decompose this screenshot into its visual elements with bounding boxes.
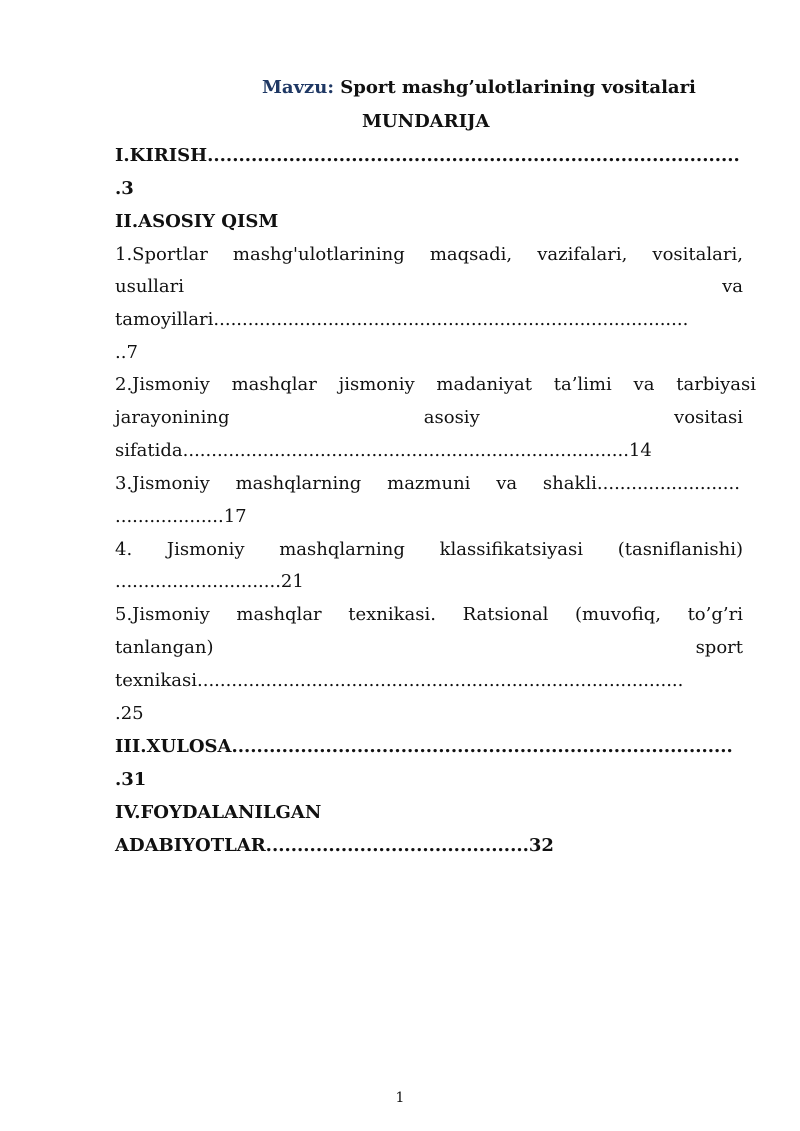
toc-page-kirish: .3 [115, 178, 134, 199]
toc-item-4-line-1 [115, 533, 743, 566]
toc-item-5-page: .25 [115, 703, 144, 724]
toc-word: asosiy [423, 407, 480, 428]
toc-word: Ratsional [462, 604, 549, 625]
toc-word: 2.Jismoniy [115, 374, 210, 395]
toc-word: mashg'ulotlarining [232, 244, 405, 265]
toc-word: Jismoniy [166, 539, 245, 560]
toc-entry-adabiyotlar: ADABIYOTLAR..........................................32 [115, 835, 554, 856]
toc-item-2-line-1 [115, 368, 756, 401]
toc-word: mashqlar [236, 604, 322, 625]
toc-word: mazmuni [387, 473, 471, 494]
toc-item-1-line-1 [115, 238, 743, 271]
toc-word: mashqlarning [235, 473, 362, 494]
toc-word: vositalari, [652, 244, 743, 265]
toc-word: 1.Sportlar [115, 244, 208, 265]
toc-word: shakli......................... [542, 473, 740, 494]
toc-word: sport [695, 637, 743, 658]
toc-word: to’g’ri [687, 604, 743, 625]
toc-word: jismoniy [338, 374, 415, 395]
contents-heading: MUNDARIJA [362, 111, 490, 132]
topic-label: Mavzu: [262, 77, 334, 98]
toc-word: usullari [115, 276, 185, 297]
toc-entry-asosiy: II.ASOSIY QISM [115, 211, 279, 232]
toc-word: 5.Jismoniy [115, 604, 210, 625]
toc-item-2-line-2 [115, 401, 743, 434]
toc-item-3-line-2: ...................17 [115, 506, 247, 527]
toc-word: mashqlar [231, 374, 317, 395]
toc-item-2-line-3: sifatida..............................................................................14 [115, 440, 652, 461]
toc-entry-kirish: I.KIRISH..................................................................................... [115, 145, 740, 166]
toc-word: va [496, 473, 518, 494]
toc-item-1-page: ..7 [115, 342, 138, 363]
toc-item-4-line-2: .............................21 [115, 571, 304, 592]
toc-word: tanlangan) [115, 637, 214, 658]
toc-page-xulosa: .31 [115, 769, 147, 790]
toc-word: vositasi [674, 407, 743, 428]
toc-item-5-line-3: texnikasi..................................................................................... [115, 670, 684, 691]
topic-title-line [0, 71, 800, 104]
toc-word: klassifikatsiyasi [439, 539, 584, 560]
toc-word: texnikasi. [348, 604, 436, 625]
topic-title: Sport mashg’ulotlarining vositalari [340, 77, 696, 98]
toc-item-1-line-3: tamoyillari................................................................................... [115, 309, 689, 330]
toc-word: tarbiyasi [676, 374, 756, 395]
toc-word: va [633, 374, 655, 395]
toc-entry-foydalanilgan: IV.FOYDALANILGAN [115, 802, 322, 823]
toc-word: mashqlarning [279, 539, 405, 560]
toc-item-3-line-1 [115, 467, 740, 500]
toc-item-5-line-2 [115, 631, 743, 664]
toc-item-5-line-1 [115, 598, 743, 631]
page-number: 1 [395, 1090, 405, 1106]
toc-word: vazifalari, [537, 244, 628, 265]
toc-word: madaniyat [436, 374, 532, 395]
toc-word: ta’limi [553, 374, 612, 395]
toc-word: (muvofiq, [575, 604, 661, 625]
toc-item-1-line-2 [115, 270, 743, 303]
toc-word: (tasniflanishi) [617, 539, 743, 560]
toc-word: 3.Jismoniy [115, 473, 210, 494]
toc-word: jarayonining [115, 407, 230, 428]
toc-word: 4. [115, 539, 133, 560]
toc-word: maqsadi, [429, 244, 513, 265]
toc-entry-xulosa: III.XULOSA................................................................................ [115, 736, 733, 757]
toc-word: va [722, 276, 743, 297]
